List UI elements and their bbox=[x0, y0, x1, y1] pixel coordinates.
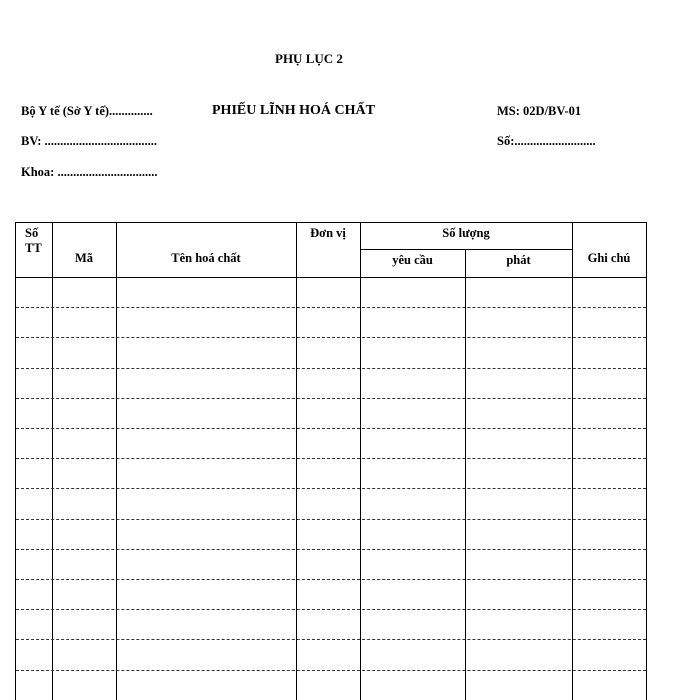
table-row-separator bbox=[16, 368, 646, 369]
header-ma: Mã bbox=[74, 251, 94, 265]
header-so-luong: Số lượng bbox=[442, 226, 490, 240]
table-row-separator bbox=[16, 428, 646, 429]
form-code: MS: 02D/BV-01 bbox=[497, 104, 582, 118]
table-top-border bbox=[15, 222, 647, 223]
col-divider-ten bbox=[296, 222, 297, 700]
table-row-separator bbox=[16, 458, 646, 459]
quantity-subheader-divider bbox=[360, 249, 572, 250]
table-row-separator bbox=[16, 639, 646, 640]
table-left-border bbox=[15, 222, 16, 700]
col-divider-yeucau bbox=[465, 249, 466, 700]
col-divider-ma bbox=[116, 222, 117, 700]
header-ten-hoa-chat: Tên hoá chất bbox=[171, 251, 241, 265]
table-row-separator bbox=[16, 549, 646, 550]
header-bottom-border bbox=[15, 277, 647, 278]
table-row-separator bbox=[16, 398, 646, 399]
col-divider-donvi bbox=[360, 222, 361, 700]
col-divider-stt bbox=[52, 222, 53, 700]
department-field: Khoa: ................................ bbox=[21, 165, 158, 179]
header-so-tt-line1: Số bbox=[25, 226, 39, 240]
table-row-separator bbox=[16, 609, 646, 610]
header-so-tt-line2: TT bbox=[25, 241, 42, 255]
table-row-separator bbox=[16, 579, 646, 580]
form-title: PHIẾU LĨNH HOÁ CHẤT bbox=[212, 103, 375, 118]
header-yeu-cau: yêu cầu bbox=[392, 253, 433, 267]
number-field: Số:.......................... bbox=[497, 134, 596, 148]
table-row-separator bbox=[16, 670, 646, 671]
header-don-vi: Đơn vị bbox=[310, 226, 346, 240]
ministry-field: Bộ Y tế (Sở Y tế).............. bbox=[21, 104, 153, 118]
table-row-separator bbox=[16, 337, 646, 338]
col-divider-phat bbox=[572, 222, 573, 700]
table-row-separator bbox=[16, 519, 646, 520]
table-row-separator bbox=[16, 307, 646, 308]
header-ghi-chu: Ghi chú bbox=[587, 251, 631, 265]
table-row-separator bbox=[16, 488, 646, 489]
appendix-title: PHỤ LỤC 2 bbox=[275, 51, 343, 66]
header-phat: phát bbox=[506, 253, 531, 267]
table-right-border bbox=[646, 222, 647, 700]
hospital-field: BV: .................................... bbox=[21, 134, 158, 148]
